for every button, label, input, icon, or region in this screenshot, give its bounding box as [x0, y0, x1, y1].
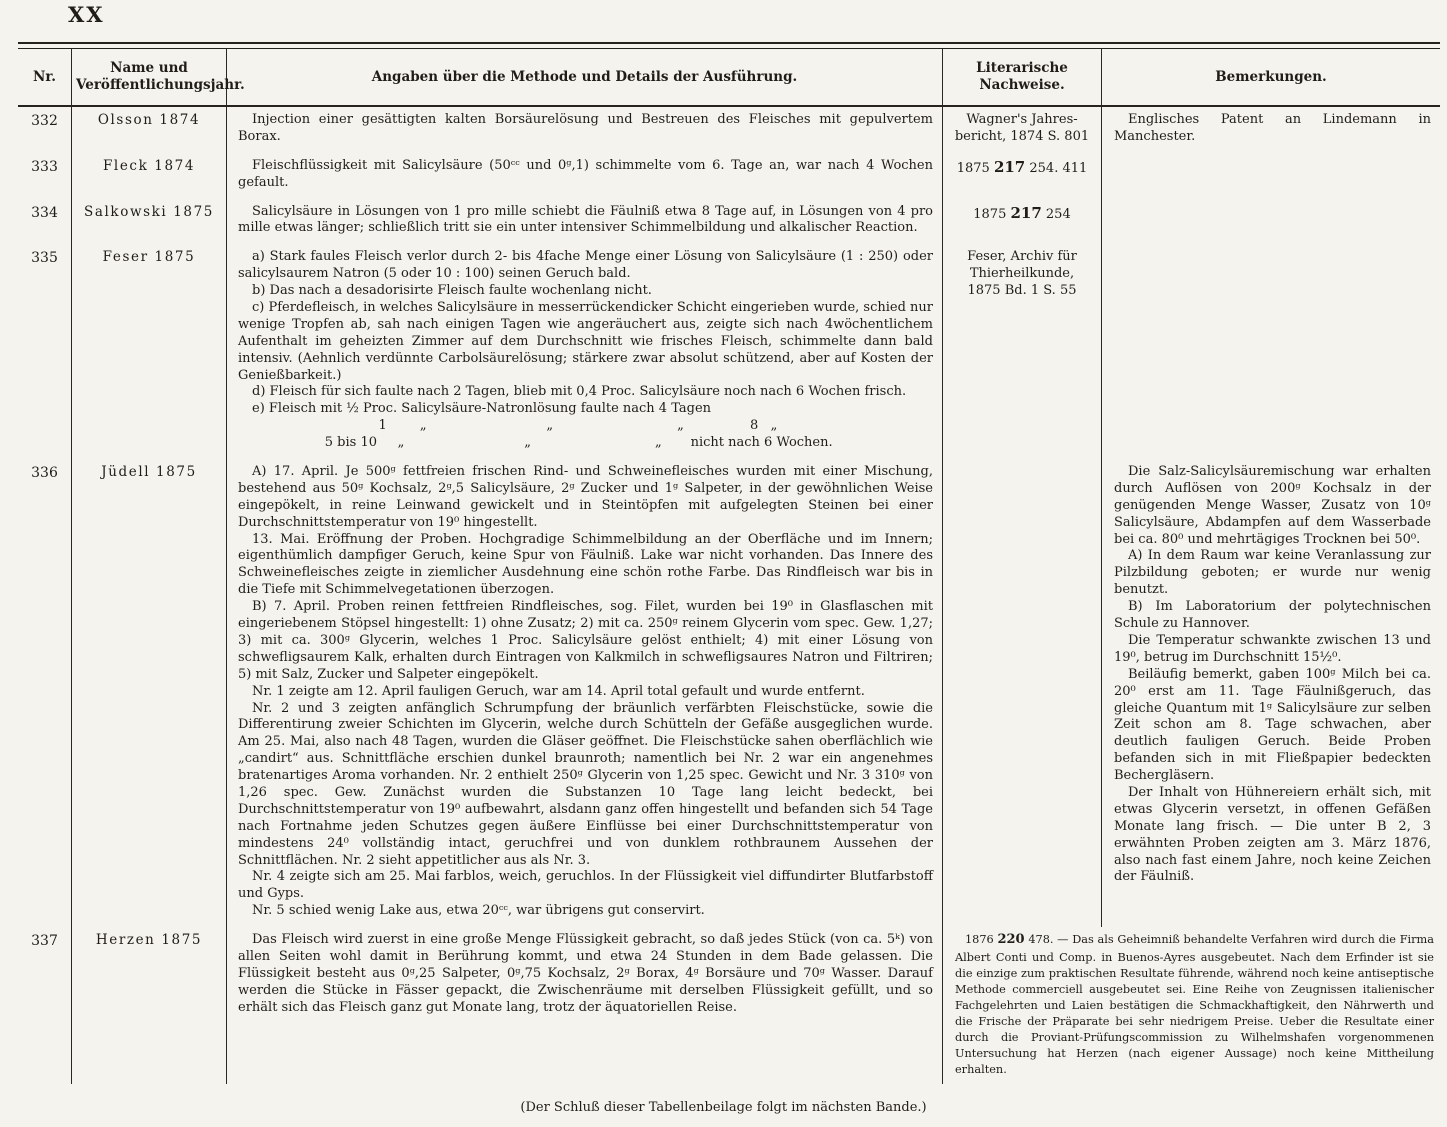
header-method-label: Angaben über die Methode und Details der Ausführung. [371, 68, 798, 85]
literature-cell [943, 459, 1102, 927]
method-paragraph: Salicylsäure in Lösungen von 1 pro mille schiebt die Fäulniß etwa 8 Tage auf, in Lösungen von 4 pro mille etwas länger; schließlich tritt sie ein unter intensiver Schimmelbildung und alkalischer Reaction. [238, 203, 933, 236]
method-paragraph: Nr. 2 und 3 zeigten anfänglich Schrumpfung der bräunlich verfärbten Fleischstücke, sowie die Differentirung zweier Schichten im Glycerin, welche durch Schütteln der Gefäße ausgeglichen wurde. Am 25. Mai, also nach 48 Tagen, wurden die Gläser geöffnet. Die Fleischstücke sahen oberflächlich wie „candirt“ aus. Schnittfläche erschien dunkel braunroth; namentlich bei Nr. 2 war ein angenehmes bratenartiges Aroma vorhanden. Nr. 2 enthielt 250ᵍ Glycerin von 1,25 spec. Gewicht und Nr. 3 310ᵍ von 1,26 spec. Gew. Zunächst wurden die Substanzen 10 Tage lang leicht bedeckt, bei Durchschnittstemperatur von 19⁰ aufbewahrt, alsdann ganz offen hingestellt und befanden sich 54 Tage nach Fortnahme jeden Schutzes gegen äußere Einflüsse bei einer Durchschnittstemperatur von mindestens 24⁰ vollständig intact, geruchfrei und von dunklem rothbraunem Aussehen der Schnittflächen. Nr. 2 sieht appetitlicher aus als Nr. 3. [238, 700, 933, 868]
top-double-rule [18, 42, 1440, 49]
method-paragraph: Nr. 1 zeigte am 12. April fauligen Geruch, war am 14. April total gefault und wurde entfernt. [252, 683, 865, 699]
method-cell [227, 107, 943, 153]
literature-cell [943, 199, 1102, 245]
text-segment: bericht, 1874 S. 801 [954, 128, 1090, 144]
remarks-paragraph: Der Inhalt von Hühnereiern erhält sich, mit etwas Glycerin versetzt, in offenen Gefäßen Monate lang frisch. — Die unter B 2, 3 erwähnten Proben zeigten am 3. März 1876, also nach fast einem Jahre, noch keine Zeichen der Fäulniß. [1114, 784, 1431, 885]
method-cell [227, 927, 943, 1084]
method-paragraph: a) Stark faules Fleisch verlor durch 2- bis 4fache Menge einer Lösung von Salicylsäure (1 : 250) oder salicylsaurem Natron (5 oder 10 : 100) seinen Geruch bald. [238, 249, 933, 282]
text-segment: 1875 [973, 206, 1011, 222]
table-header-row [18, 49, 1440, 107]
text-segment: 1875 Bd. 1 S. 55 [967, 283, 1077, 299]
remarks-paragraph: A) In dem Raum war keine Veranlassung zur Pilzbildung geboten; er wurde nur wenig benutzt. [1114, 548, 1431, 598]
header-literature [943, 49, 1102, 105]
remarks-paragraph: Beiläufig bemerkt, gaben 100ᵍ Milch bei ca. 20⁰ erst am 11. Tage Fäulnißgeruch, das gleiche Quantum mit 1ᵍ Salicylsäure zur selben Zeit schon am 8. Tage schwachen, aber deutlich fauligen Geruch. Beide Proben befanden sich in mit Fließpapier bedeckten Bechergläsern. [1114, 666, 1431, 784]
row-number-cell: 333 [18, 153, 72, 199]
bold-volume-number: 220 [997, 932, 1025, 948]
author-year-cell: Feser 1875 [72, 244, 227, 459]
method-cell [227, 199, 943, 245]
text-segment: 478. — Das als Geheimniß behandelte Verfahren wird durch die Firma Albert Conti und Comp. in Buenos-Ayres ausgebeutet. Nach dem Erfinder ist sie die einzige zum praktischen Resultate führende, während noch keine antiseptische Methode commerciell ausgebeutet sei. Eine Reihe von Zeugnissen italienischer Fachgelehrten und Laien bestätigen die Schmackhaftigkeit, den Nährwerth und die Frische der Präparate bei sehr niedrigem Preise. Ueber die Resultate einer durch die Proviant-Prüfungscommission zu Wilhelmshafen vorgenommenen Untersuchung hat Herzen (nach eigener Aussage) noch keine Mittheilung erhalten. [955, 933, 1435, 1076]
author-year-cell: Jüdell 1875 [72, 459, 227, 927]
author-year-cell: Herzen 1875 [72, 927, 227, 1084]
bold-volume-number: 217 [993, 157, 1026, 176]
ditto-line: 1 „ „ „ 8 „ [238, 418, 778, 434]
row-number-cell: 334 [18, 199, 72, 245]
row-number-cell: 335 [18, 244, 72, 459]
method-paragraph: Nr. 5 schied wenig Lake aus, etwa 20ᶜᶜ, war übrigens gut conservirt. [252, 903, 705, 919]
header-remarks [1102, 65, 1440, 90]
row-number-cell: 337 [18, 927, 72, 1084]
text-segment: 254 [1041, 206, 1071, 222]
remarks-cell [1102, 199, 1440, 245]
remarks-paragraph: Die Salz-Salicylsäuremischung war erhalten durch Auflösen von 200ᵍ Kochsalz in der genügenden Menge Wasser, Zusatz von 10ᵍ Salicylsäure, Abdampfen auf dem Wasserbade bei ca. 80⁰ und mehrtägiges Trocknen bei 50⁰. [1114, 464, 1431, 547]
text-segment: Feser, Archiv für [967, 249, 1077, 265]
method-cell [227, 459, 943, 927]
literature-cell [943, 107, 1102, 153]
literature-line [947, 204, 1097, 224]
literature-line [947, 266, 1097, 283]
remarks-cell [1102, 459, 1440, 927]
bold-volume-number: 217 [1010, 203, 1042, 222]
method-paragraph: b) Das nach a desadorisirte Fleisch faulte wochenlang nicht. [252, 283, 652, 299]
author-year-cell: Salkowski 1875 [72, 199, 227, 245]
method-cell [227, 244, 943, 459]
method-paragraph: 13. Mai. Eröffnung der Proben. Hochgradige Schimmelbildung an der Oberfläche und im Innern; eigenthümlich dampfiger Geruch, keine Spur von Fäulniß. Lake war nicht vorhanden. Das Innere des Schweinefleisches zeigte in ziemlicher Ausdehnung eine schön rothe Farbe. Das Rindfleisch war bis in die Tiefe mit Schimmelvegetationen überzogen. [238, 531, 933, 598]
remarks-cell [1102, 244, 1440, 459]
literature-line [947, 112, 1097, 129]
text-segment: Wagner's Jahres- [966, 112, 1078, 127]
method-paragraph: e) Fleisch mit ½ Proc. Salicylsäure-Natronlösung faulte nach 4 Tagen [252, 401, 712, 417]
remarks-paragraph: Die Temperatur schwankte zwischen 13 und 19⁰, betrug im Durchschnitt 15½⁰. [1114, 632, 1431, 665]
literature-cell [943, 153, 1102, 199]
method-paragraph: A) 17. April. Je 500ᵍ fettfreien frischen Rind- und Schweinefleisches wurden mit einer Mischung, bestehend aus 50ᵍ Kochsalz, 2ᵍ,5 Salicylsäure, 2ᵍ Zucker und 1ᵍ Salpeter, in der gewöhnlichen Weise eingepökelt, in reine Leinwand gewickelt und in Steintöpfen mit aufgelegten Steinen bei einer Durchschnittstemperatur von 19⁰ hingestellt. [238, 464, 933, 530]
method-paragraph: Das Fleisch wird zuerst in eine große Menge Flüssigkeit gebracht, so daß jedes Stück (von ca. 5ᵏ) von allen Seiten wohl damit in Berührung kommt, und etwa 24 Stunden in dem Bade gelassen. Die Flüssigkeit besteht aus 0ᵍ,25 Salpeter, 0ᵍ,75 Kochsalz, 2ᵍ Borax, 4ᵍ Borsäure und 70ᵍ Wasser. Darauf werden die Stücke in Fässer gepackt, die Zwischenräume mit derselben Flüssigkeit gefüllt, und so erhält sich das Fleisch ganz gut Monate lang, trotz der äquatoriellen Reise. [238, 932, 933, 1015]
page-number-mark: XX [68, 2, 105, 27]
literature-cell [943, 244, 1102, 459]
remarks-cell [1102, 107, 1440, 153]
literature-line [947, 158, 1097, 178]
literature-line [947, 129, 1097, 146]
text-segment: Thierheilkunde, [969, 266, 1075, 282]
method-paragraph: B) 7. April. Proben reinen fettfreien Rindfleisches, sog. Filet, wurden bei 19⁰ in Glasflaschen mit eingeriebenem Stöpsel hingestellt: 1) ohne Zusatz; 2) mit ca. 250ᵍ reinem Glycerin vom spec. Gew. 1,27; 3) mit ca. 300ᵍ Glycerin, welches 1 Proc. Salicylsäure gelöst enthielt; 4) mit einer Lösung von schwefligsaurem Kalk, erhalten durch Eintragen von Kalkmilch in schwefligsaures Natron und Filtriren; 5) mit Salz, Zucker und Salpeter eingepökelt. [238, 599, 933, 682]
method-paragraph: c) Pferdefleisch, in welches Salicylsäure in messerrückendicker Schicht eingerieben wurde, schied nur wenige Tropfen ab, sah nach einigen Tagen wie angeräuchert aus, zeigte sich nach 4wöchentlichem Aufenthalt im geheizten Zimmer auf dem Durchschnitt wie frisches Fleisch, schimmelte dann bald intensiv. (Aehnlich verdünnte Carbolsäurelösung; stärkere zwar absolut schützend, aber auf Kosten der Genießbarkeit.) [238, 300, 934, 383]
ditto-line: 5 bis 10 „ „ „ nicht nach 6 Wochen. [238, 435, 833, 451]
method-paragraph: d) Fleisch für sich faulte nach 2 Tagen, blieb mit 0,4 Proc. Salicylsäure noch nach 6 Wochen frisch. [252, 384, 907, 400]
header-nr [18, 49, 72, 105]
remarks-paragraph: Englisches Patent an Lindemann in Manchester. [1114, 112, 1431, 144]
row-number-cell: 332 [18, 107, 72, 153]
header-method [227, 49, 943, 105]
text-segment: 1876 [965, 933, 998, 947]
text-segment: 254. 411 [1025, 160, 1088, 176]
row-number-cell: 336 [18, 459, 72, 927]
author-year-cell: Olsson 1874 [72, 107, 227, 153]
literature-line [947, 249, 1097, 266]
header-name-year [72, 49, 245, 105]
header-literature-label: Literarische Nachweise. [976, 60, 1068, 93]
header-nr-label: Nr. [33, 68, 56, 85]
header-name-year-label: Name und Veröffentlichungsjahr. [76, 60, 245, 93]
remarks-paragraph: B) Im Laboratorium der polytechnischen Schule zu Hannover. [1114, 599, 1431, 632]
table-continuation-note: (Der Schluß dieser Tabellenbeilage folgt im nächsten Bande.) [520, 1100, 927, 1115]
footnote-paragraph [955, 931, 1434, 1078]
method-paragraph: Fleischflüssigkeit mit Salicylsäure (50ᶜᶜ und 0ᵍ,1) schimmelte vom 6. Tage an, war nach 4 Wochen gefault. [238, 157, 933, 190]
method-paragraph: Nr. 4 zeigte sich am 25. Mai farblos, weich, geruchlos. In der Flüssigkeit viel diffundirter Blutfarbstoff und Gyps. [238, 869, 933, 902]
author-year-cell: Fleck 1874 [72, 153, 227, 199]
text-segment: 1875 [956, 160, 994, 176]
remarks-cell [1102, 153, 1440, 199]
table-body [18, 107, 1440, 1084]
footnote-cell [943, 927, 1440, 1084]
data-table [18, 42, 1440, 1084]
method-cell [227, 153, 943, 199]
header-remarks-label: Bemerkungen. [1215, 68, 1327, 85]
literature-line [947, 283, 1097, 300]
method-paragraph: Injection einer gesättigten kalten Borsäurelösung und Bestreuen des Fleisches mit gepulvertem Borax. [238, 112, 933, 144]
